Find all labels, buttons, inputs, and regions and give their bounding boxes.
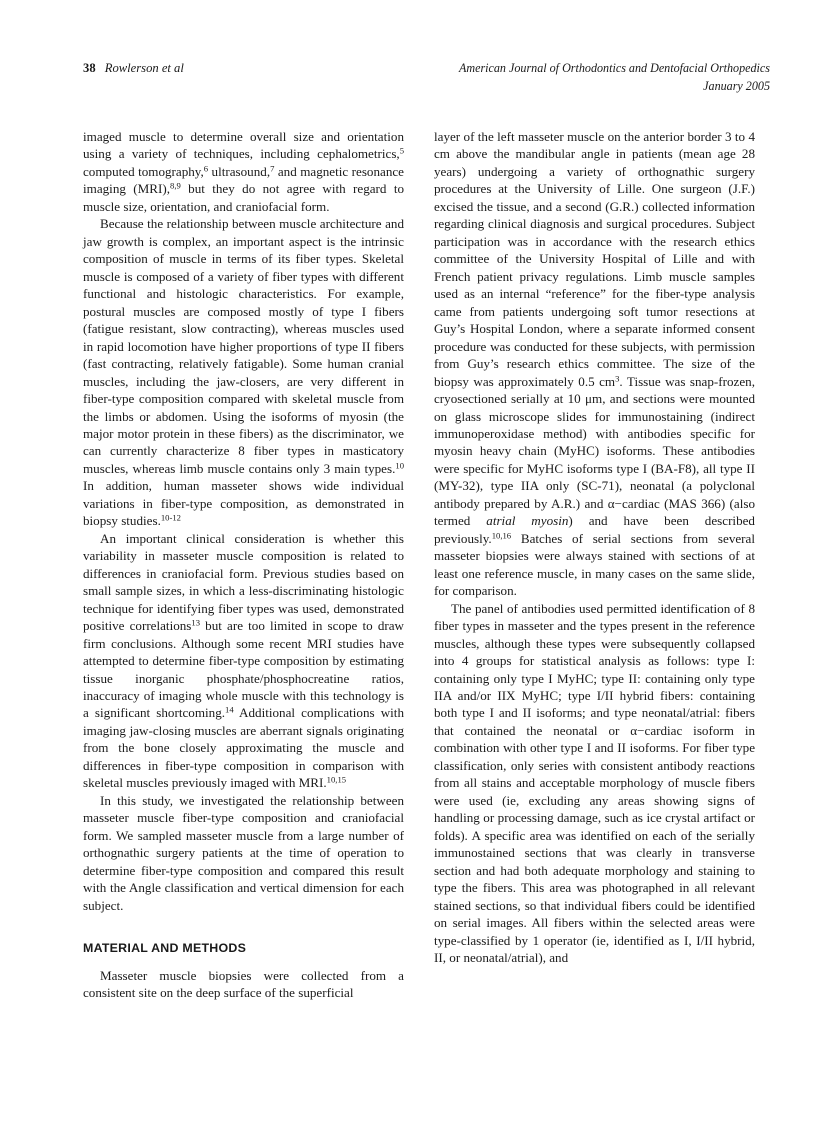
page-number: 38 — [83, 61, 96, 75]
reference-superscript: 8,9 — [170, 180, 181, 191]
reference-superscript: 10,16 — [491, 530, 512, 541]
left-column-paragraphs-after-heading — [83, 967, 404, 1002]
section-heading-material-and-methods: MATERIAL AND METHODS — [83, 941, 247, 956]
p6-layer-of-left: layer of the left masseter muscle on the anterior border 3 to 4 cm above the mandibular angle in patients (mean age 28 years) undergoing a variety of orthognathic surgery procedures at the University of Lille. One surgeon (J.F.) excised the tissue, and a second (G.R.) collected information regarding clinical diagnosis and surgical procedures. Subject participation was in accordance with the research ethics committee of the University Hospital of Lille and with French patient privacy regulations. Limb muscle samples used as an internal “reference” for the fiber-type analysis came from patients undergoing soft tumor resections at Guy’s Hospital London, where a separate informed consent procedure was conducted for these subjects, with permission from Guy’s research ethics committee. The size of the biopsy was approximately 0.5 $cm^3$. Tissue was snap-frozen, cryosectioned serially at 10 μm, and sections were mounted on glass microscope slides for immunostaining (indirect immunoperoxidase method) with antibodies specific for myosin heavy chain (MyHC) isoforms. These antibodies were specific for MyHC isoforms type I (BA-F8), all type II (MY-32), type IIA only (SC-71), neonatal (a polyclonal antibody prepared by A.R.) and α−cardiac (MAS 366) (also termed atrial myosin) and have been described previously.$^{10,16}$ Batches of serial sections from several masseter biopsies were always stained with sections of at least one reference muscle, in many cases on the same slide, for comparison. — [434, 129, 755, 599]
reference-superscript: 10-12 — [160, 512, 181, 523]
reference-superscript: 10,15 — [326, 774, 347, 785]
left-column-paragraphs — [83, 128, 404, 914]
reference-superscript: 6 — [203, 163, 209, 174]
p3-important-clinical: An important clinical consideration is whether this variability in masseter muscle composition is related to differences in craniofacial form. Previous studies based on small sample sizes, in which a less-discriminating histologic technique for identifying fiber types was used, demonstrated positive correlations$^{13}$ but are too limited in scope to draw firm conclusions. Although some recent MRI studies have attempted to determine fiber-type composition by estimating tissue inorganic phosphate/phosphocreatine ratios, inaccuracy of imaging whole muscle with this technology is a significant shortcoming.$^{14}$ Additional complications with imaging jaw-closing muscles are aberrant signals originating from the bone closely approximating the muscle and differences in fiber-type composition in comparison with skeletal muscles previously imaged with MRI.$^{10,15}$ — [83, 530, 404, 791]
p7-panel-of-antibodies: The panel of antibodies used permitted identification of 8 fiber types in masseter and the types present in the reference muscles, although these types were subsequently collapsed into 4 groups for statistical analysis as follows: type I: containing only type I MyHC; type II: containing only type IIA and/or IIX MyHC; type I/II hybrid fibers: containing both type I and II isoforms; and type neonatal/atrial: fibers that contained the neonatal or α−cardiac isoform in combination with other type I and II isoforms. For fiber type classification, only series with consistent antibody reactions from all stains and acceptable morphology of muscle fibers were used (ie, excluding any areas showing signs of handling or processing damage, such as ice crystal artifact or folds). A specific area was identified on each of the serially immunostained sections that was clearly in transverse section and had both adequate morphology and staining to type the fibers. This area was photographed in all relevant stained sections, so that individual fibers could be identified on serial images. All fibers within the selected areas were type-classified by 1 operator (ie, identified as I, I/II hybrid, II, or neonatal/atrial), and — [434, 600, 755, 966]
right-column-paragraphs — [434, 128, 755, 967]
body-columns — [83, 128, 770, 1058]
p4-in-this-study: In this study, we investigated the relationship between masseter muscle fiber-type composition and craniofacial form. We sampled masseter muscle from a large number of orthognathic surgery patients at the time of operation to determine fiber-type composition and compared this result with the Angle classification and vertical dimension for each subject. — [83, 792, 404, 913]
spacer-after-section-heading — [83, 958, 404, 967]
p2-because-relationship: Because the relationship between muscle architecture and jaw growth is complex, an important aspect is the intrinsic composition of muscle in terms of its fiber types. Skeletal muscle is composed of a variety of fiber types with different functional and histologic characteristics. For example, postural muscles are composed mostly of type I fibers (fatigue resistant, slow contracting), whereas muscles used in rapid locomotion have higher proportions of type II fibers (fast contracting, relatively fatigable). Some human cranial muscles, including the jaw-closers, are very different in fiber-type composition compared with skeletal muscle from the limbs or abdomen. Using the isoforms of myosin (the major motor protein in these fibers) as the discriminator, we can currently characterize 8 fiber types in masticatory muscles, whereas limb muscle contains only 3 main types.$^{10}$ In addition, human masseter shows wide individual variations in fiber-type composition, as demonstrated in biopsy studies.$^{10-12}$ — [83, 216, 404, 529]
reference-superscript: 7 — [270, 163, 275, 174]
reference-superscript: 3 — [615, 373, 620, 384]
journal-title: American Journal of Orthodontics and Dentofacial Orthopedics — [458, 61, 770, 75]
p5-masseter-biopsies: Masseter muscle biopsies were collected from a consistent site on the deep surface of the superficial — [83, 967, 404, 1001]
reference-superscript: 14 — [225, 704, 234, 715]
emphasis-text: atrial myosin — [486, 513, 569, 529]
column-left — [83, 128, 404, 1058]
running-head-right — [459, 60, 770, 95]
running-head-authors: Rowlerson et al — [104, 61, 184, 75]
spacer-before-section-heading — [83, 914, 404, 940]
reference-superscript: 10 — [395, 460, 404, 471]
issue-date: January 2005 — [703, 78, 770, 93]
reference-superscript: 13 — [191, 617, 201, 628]
column-right — [434, 128, 755, 1058]
running-head — [83, 60, 770, 100]
running-head-left — [83, 60, 184, 76]
p1-imaged-muscle: imaged muscle to determine overall size and orientation using a variety of techniques, including cephalometrics,$^5$ computed tomography,$^6$ ultrasound,$^7$ and magnetic resonance imaging (MRI),$^{8,9}$ but they do not agree with regard to muscle size, orientation, and craniofacial form. — [83, 129, 405, 214]
reference-superscript: 5 — [399, 145, 404, 156]
